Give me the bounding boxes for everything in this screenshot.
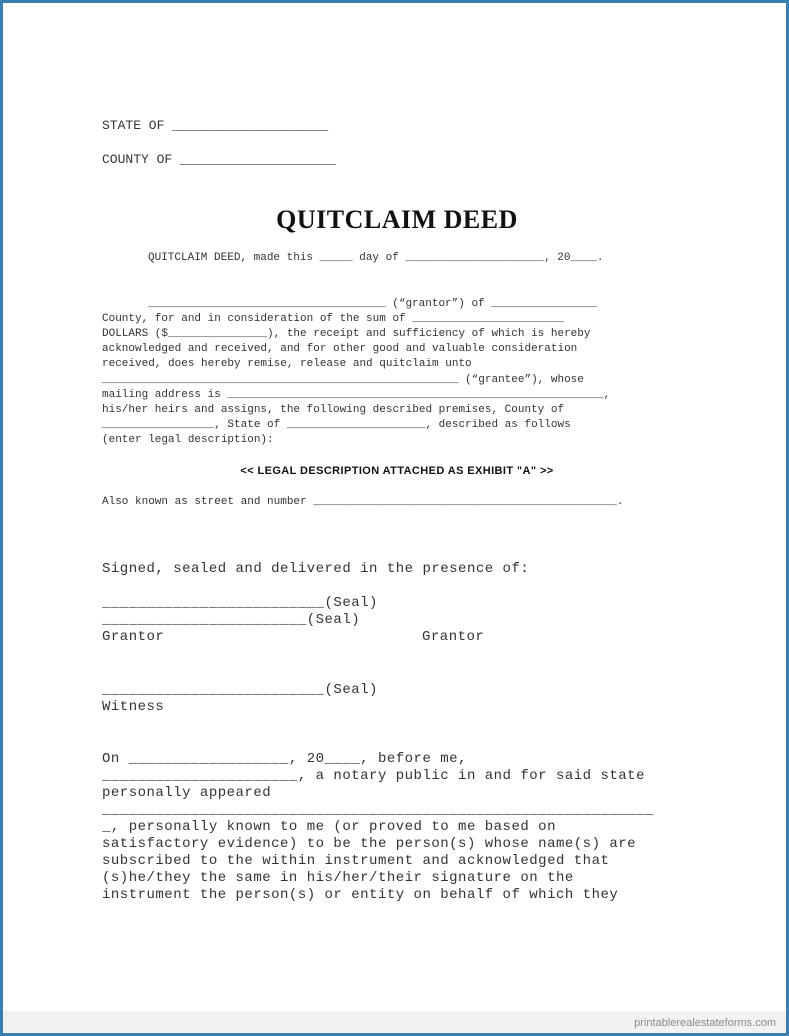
body-line-8: his/her heirs and assigns, the following described premises, County of (102, 404, 565, 416)
body-line-10: (enter legal description): (102, 434, 274, 446)
also-known-line: Also known as street and number ______________________________________________. (102, 496, 624, 508)
notary-line-9: instrument the person(s) or entity on behalf of which they (102, 887, 619, 903)
grantor-label-1: Grantor (102, 629, 165, 645)
witness-signature-line: _________________________(Seal) (102, 682, 378, 698)
notary-line-8: (s)he/they the same in his/her/their signature on the (102, 870, 574, 886)
footer-bar (3, 1011, 786, 1033)
notary-line-6: satisfactory evidence) to be the person(s) whose name(s) are (102, 836, 637, 852)
notary-line-3: personally appeared (102, 785, 272, 801)
notary-line-4: ______________________________________________________________ (102, 802, 654, 818)
grantor-signature-line-1: _________________________(Seal) (102, 595, 378, 611)
county-line: COUNTY OF ____________________ (102, 152, 337, 167)
body-line-6: ______________________________________________________ (“grantee”), whose (102, 374, 584, 386)
body-line-4: acknowledged and received, and for other good and valuable consideration (102, 343, 578, 355)
body-line-9: _________________, State of _____________________, described as follows (102, 419, 571, 431)
signatures-heading: Signed, sealed and delivered in the presence of: (102, 561, 530, 577)
witness-label: Witness (102, 699, 165, 715)
body-line-2: County, for and in consideration of the sum of _______________________ (102, 313, 565, 325)
document-page (3, 3, 786, 1033)
body-line-7: mailing address is _________________________________________________________, (102, 389, 611, 401)
body-line-1: ____________________________________ (“grantor”) of ________________ (148, 298, 597, 310)
watermark-text: printablerealestateforms.com (634, 1017, 776, 1029)
notary-line-1: On __________________, 20____, before me, (102, 751, 467, 767)
body-line-5: received, does hereby remise, release and quitclaim unto (102, 358, 472, 370)
document-title: QUITCLAIM DEED (276, 205, 518, 234)
body-line-3: DOLLARS ($_______________), the receipt and sufficiency of which is hereby (102, 328, 591, 340)
notary-line-7: subscribed to the within instrument and acknowledged that (102, 853, 610, 869)
intro-line: QUITCLAIM DEED, made this _____ day of _____________________, 20____. (148, 252, 604, 264)
notary-line-5: _, personally known to me (or proved to me based on (102, 819, 556, 835)
grantor-label-2: Grantor (422, 629, 485, 645)
grantor-signature-line-2: _______________________(Seal) (102, 612, 361, 628)
exhibit-note: << LEGAL DESCRIPTION ATTACHED AS EXHIBIT "A" >> (240, 465, 554, 477)
state-line: STATE OF ____________________ (102, 118, 329, 133)
notary-line-2: ______________________, a notary public in and for said state (102, 768, 645, 784)
